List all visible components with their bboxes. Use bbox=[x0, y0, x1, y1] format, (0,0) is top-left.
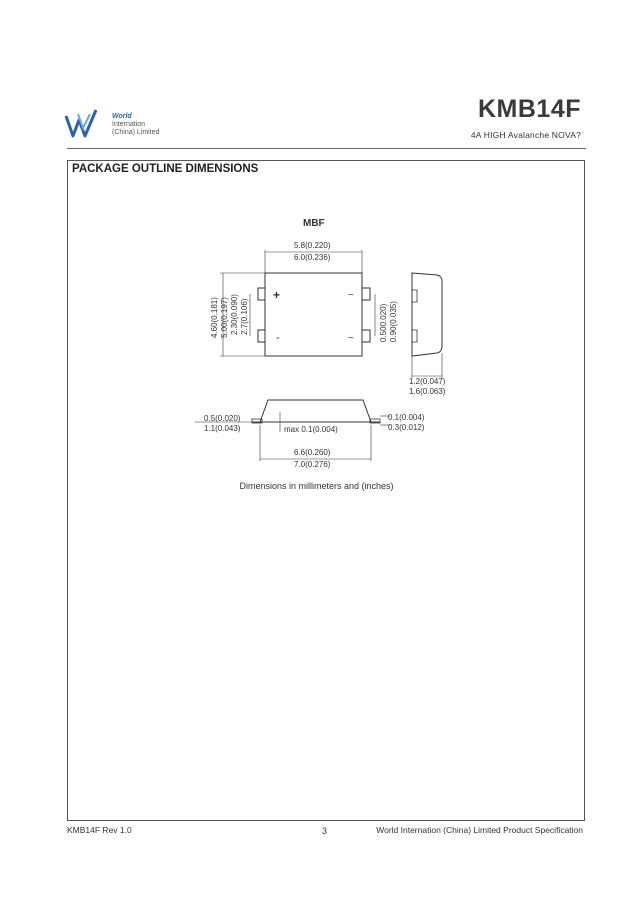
lead-len-min-label: 0.5(0.020) bbox=[204, 414, 241, 423]
company-logo-text bbox=[112, 113, 159, 137]
pin-left-top bbox=[258, 288, 265, 300]
company-name-line3: (China) Limited bbox=[112, 129, 160, 136]
pitch-max-label: 2.7(0.106) bbox=[240, 298, 249, 335]
plus-symbol: + bbox=[273, 288, 281, 302]
overall-max-label: 7.0(0.276) bbox=[294, 460, 331, 469]
footer-doc-rev: KMB14F Rev 1.0 bbox=[67, 825, 132, 835]
side-view-body bbox=[412, 273, 442, 356]
company-name-line2: Internation bbox=[112, 121, 146, 128]
ac-symbol-top: ~ bbox=[348, 290, 354, 301]
front-view-body bbox=[260, 400, 371, 422]
ac-symbol-bottom: ~ bbox=[348, 333, 354, 344]
lead-thk-max-label: 0.3(0.012) bbox=[388, 423, 425, 432]
width-min-label: 5.8(0.220) bbox=[294, 241, 331, 250]
dimensions-caption: Dimensions in millimeters and (inches) bbox=[239, 481, 394, 491]
part-number: KMB14F bbox=[477, 95, 581, 123]
footer-page-number: 3 bbox=[322, 826, 328, 836]
section-title: PACKAGE OUTLINE DIMENSIONS bbox=[72, 163, 259, 175]
lead-thk-min-label: 0.1(0.004) bbox=[388, 413, 425, 422]
thickness-max-label: 1.6(0.063) bbox=[409, 387, 446, 396]
height-min-label: 4.60(0.181) bbox=[210, 297, 219, 338]
lead-len-max-label: 1.1(0.043) bbox=[204, 424, 241, 433]
header-rule bbox=[67, 148, 586, 149]
side-pin-top bbox=[412, 290, 417, 302]
pin-left-bottom bbox=[258, 330, 265, 342]
package-name: MBF bbox=[303, 218, 325, 229]
height-max-label: 5.00(0.197) bbox=[220, 297, 229, 338]
thickness-min-label: 1.2(0.047) bbox=[409, 377, 446, 386]
pin-right-top bbox=[362, 288, 370, 300]
pin-width-max-label: 0.90(0.035) bbox=[389, 301, 398, 342]
footer-company: World Internation (China) Limited Product Specification bbox=[376, 825, 583, 835]
overall-min-label: 6.6(0.260) bbox=[294, 448, 331, 457]
side-pin-bottom bbox=[412, 330, 417, 342]
width-max-label: 6.0(0.236) bbox=[294, 253, 331, 262]
company-logo bbox=[64, 108, 110, 142]
part-subtitle: 4A HIGH Avalanche NOVA? bbox=[470, 130, 581, 140]
package-outline-drawing bbox=[190, 210, 460, 500]
pin-right-bottom bbox=[362, 330, 370, 342]
standoff-label: max 0.1(0.004) bbox=[284, 425, 338, 434]
pin-width-min-label: 0.500.020) bbox=[379, 303, 388, 342]
pitch-min-label: 2.30(0.090) bbox=[230, 294, 239, 335]
minus-symbol: - bbox=[276, 332, 280, 344]
company-name: World bbox=[112, 113, 132, 120]
